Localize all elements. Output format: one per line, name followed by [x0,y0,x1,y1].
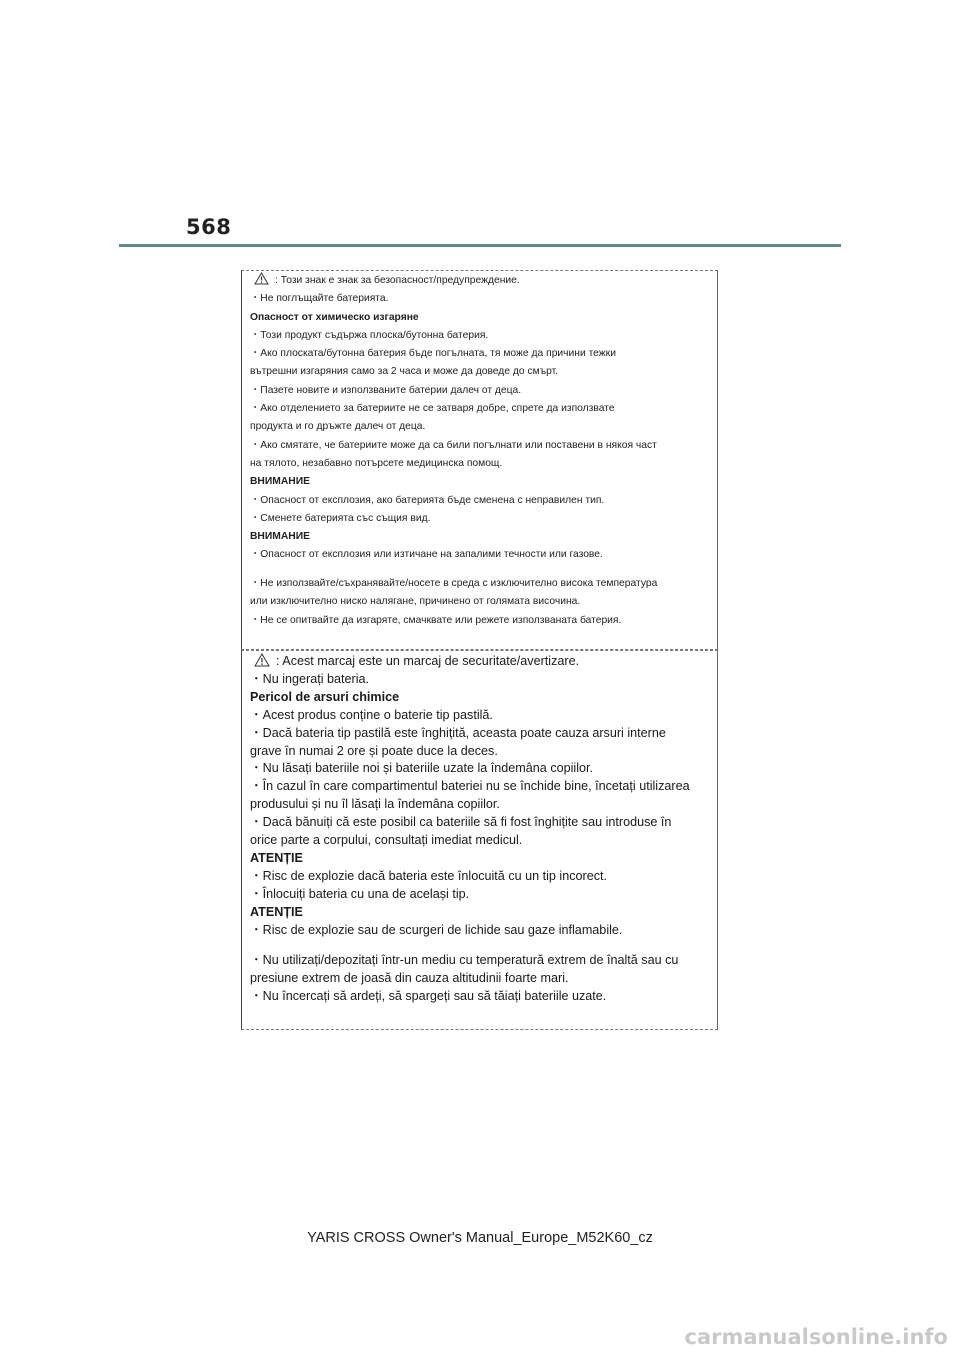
text-line: продукта и го дръжте далеч от деца. [250,421,426,433]
text-line: ・Risc de explozie sau de scurgeri de lichide sau gaze inflamabile. [250,922,623,937]
text-line: ・Не използвайте/съхранявайте/носете в среда с изключително висока температура [250,578,658,590]
text-line: ・Nu încercați să ardeți, să spargeți sau să tăiați bateriile uzate. [250,988,607,1003]
text-line: ・Опасност от експлозия, ако батерията бъде сменена с неправилен тип. [250,494,605,506]
section-heading: ВНИМАНИЕ [250,531,310,543]
text-line: ・Опасност от експлозия или изтичане на запалими течности или газове. [250,549,603,561]
warning-header-text: : Acest marcaj este un marcaj de securitate/avertizare. [276,654,580,668]
warning-header-romanian [250,653,715,671]
text-line: на тялото, незабавно потърсете медицинска помощ. [250,457,503,469]
text-line: produsului și nu îl lăsați la îndemâna copiilor. [250,797,500,812]
blank-line [250,565,715,575]
section-heading: ATENȚIE [250,904,303,919]
text-line: ・Ако плоската/бутонна батерия бъде погълната, тя може да причини тежки [250,348,616,360]
text-line: ・Dacă bateria tip pastilă este înghițită, aceasta poate cauza arsuri interne [250,725,666,740]
text-line: или изключително ниско налягане, причинено от голямата височина. [250,596,581,608]
warning-text-romanian [250,653,715,1006]
section-heading: Опасност от химическо изгаряне [250,311,419,323]
warning-text-bulgarian [250,272,715,630]
section-heading: ATENȚIE [250,850,303,865]
section-heading: Pericol de arsuri chimice [250,689,400,704]
text-line: ・Nu ingerați bateria. [250,671,370,686]
header-rule [119,244,841,247]
blank-line [250,940,715,953]
text-line: presiune extrem de joasă din cauza altitudinii foarte mari. [250,971,569,985]
text-line: ・Înlocuiți bateria cu una de același tip. [250,886,470,901]
text-line: ・Dacă bănuiți că este posibil ca bateriile să fi fost înghițite sau introduse în [250,815,672,830]
text-line: ・Сменете батерията със същия вид. [250,512,431,524]
text-line: ・Nu utilizați/depozitați într-un mediu cu temperatură extrem de înaltă sau cu [250,953,679,968]
text-line: ・Ако отделението за батериите не се затваря добре, спрете да използвате [250,403,615,415]
text-line: ・Не поглъщайте батерията. [250,293,389,305]
text-line: ・Този продукт съдържа плоска/бутонна батерия. [250,329,489,341]
section-heading: ВНИМАНИЕ [250,476,310,488]
text-line: ・Ако смятате, че батериите може да са били погълнати или поставени в някоя част [250,439,657,451]
page-number: 568 [186,215,232,239]
text-line: grave în numai 2 ore și poate duce la deces. [250,743,498,758]
warning-header-bulgarian [250,272,715,290]
footer-manual-id: YARIS CROSS Owner's Manual_Europe_M52K60_cz [307,1230,653,1246]
text-line: вътрешни изгаряния само за 2 часа и може да доведе до смърт. [250,366,559,378]
warning-header-text: : Този знак е знак за безопасност/предупреждение. [275,275,520,286]
text-line: ・Nu lăsați bateriile noi și bateriile uzate la îndemâna copiilor. [250,761,594,776]
warning-triangle-icon [254,272,269,285]
lines-bulgarian [250,290,715,630]
text-line: orice parte a corpului, consultați imediat medicul. [250,833,523,848]
text-line: ・Не се опитвайте да изгаряте, смачквате или режете използваната батерия. [250,614,622,626]
lines-romanian [250,671,715,1006]
text-line: ・Risc de explozie dacă bateria este înlocuită cu un tip incorect. [250,868,608,883]
text-line: ・În cazul în care compartimentul bateriei nu se închide bine, încetați utilizarea [250,779,690,794]
warning-triangle-icon [254,653,270,667]
text-line: ・Пазете новите и използваните батерии далеч от деца. [250,384,522,396]
watermark: carmanualsonline.info [684,1325,948,1349]
text-line: ・Acest produs conține o baterie tip pastilă. [250,707,493,722]
